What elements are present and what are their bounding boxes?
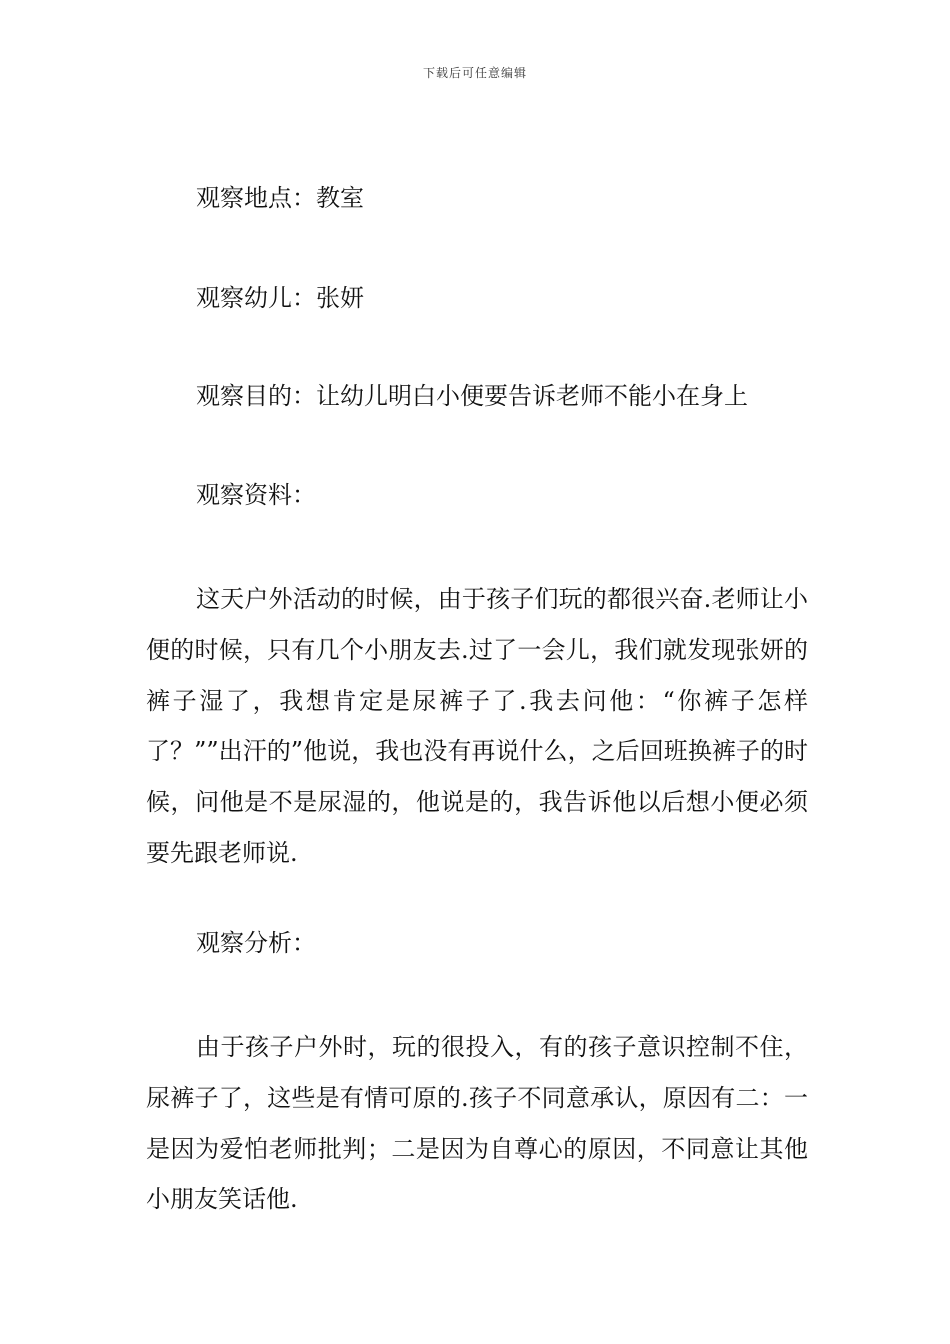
observation-material-paragraph: 这天户外活动的时候，由于孩子们玩的都很兴奋.老师让小便的时候，只有几个小朋友去.过了一会儿，我们就发现张妍的裤子湿了，我想肯定是尿裤子了.我去问他：“你裤子怎样了？””出汗的”他说，我也没有再说什么，之后回班换裤子的时候，问他是不是尿湿的，他说是的，我告诉他以后想小便必须要先跟老师说.	[146, 585, 808, 867]
observation-purpose: 观察目的：让幼儿明白小便要告诉老师不能小在身上	[196, 382, 748, 410]
header-note: 下载后可任意编辑	[422, 66, 527, 80]
observation-child: 观察幼儿：张妍	[196, 284, 364, 312]
observation-material-heading: 观察资料：	[196, 481, 316, 509]
observation-analysis-heading: 观察分析：	[196, 929, 316, 957]
observation-location: 观察地点：教室	[196, 184, 364, 212]
observation-analysis-paragraph: 由于孩子户外时，玩的很投入，有的孩子意识控制不住，尿裤子了，这些是有情可原的.孩子不同意承认，原因有二：一是因为爱怕老师批判；二是因为自尊心的原因，不同意让其他小朋友笑话他.	[146, 1033, 808, 1214]
